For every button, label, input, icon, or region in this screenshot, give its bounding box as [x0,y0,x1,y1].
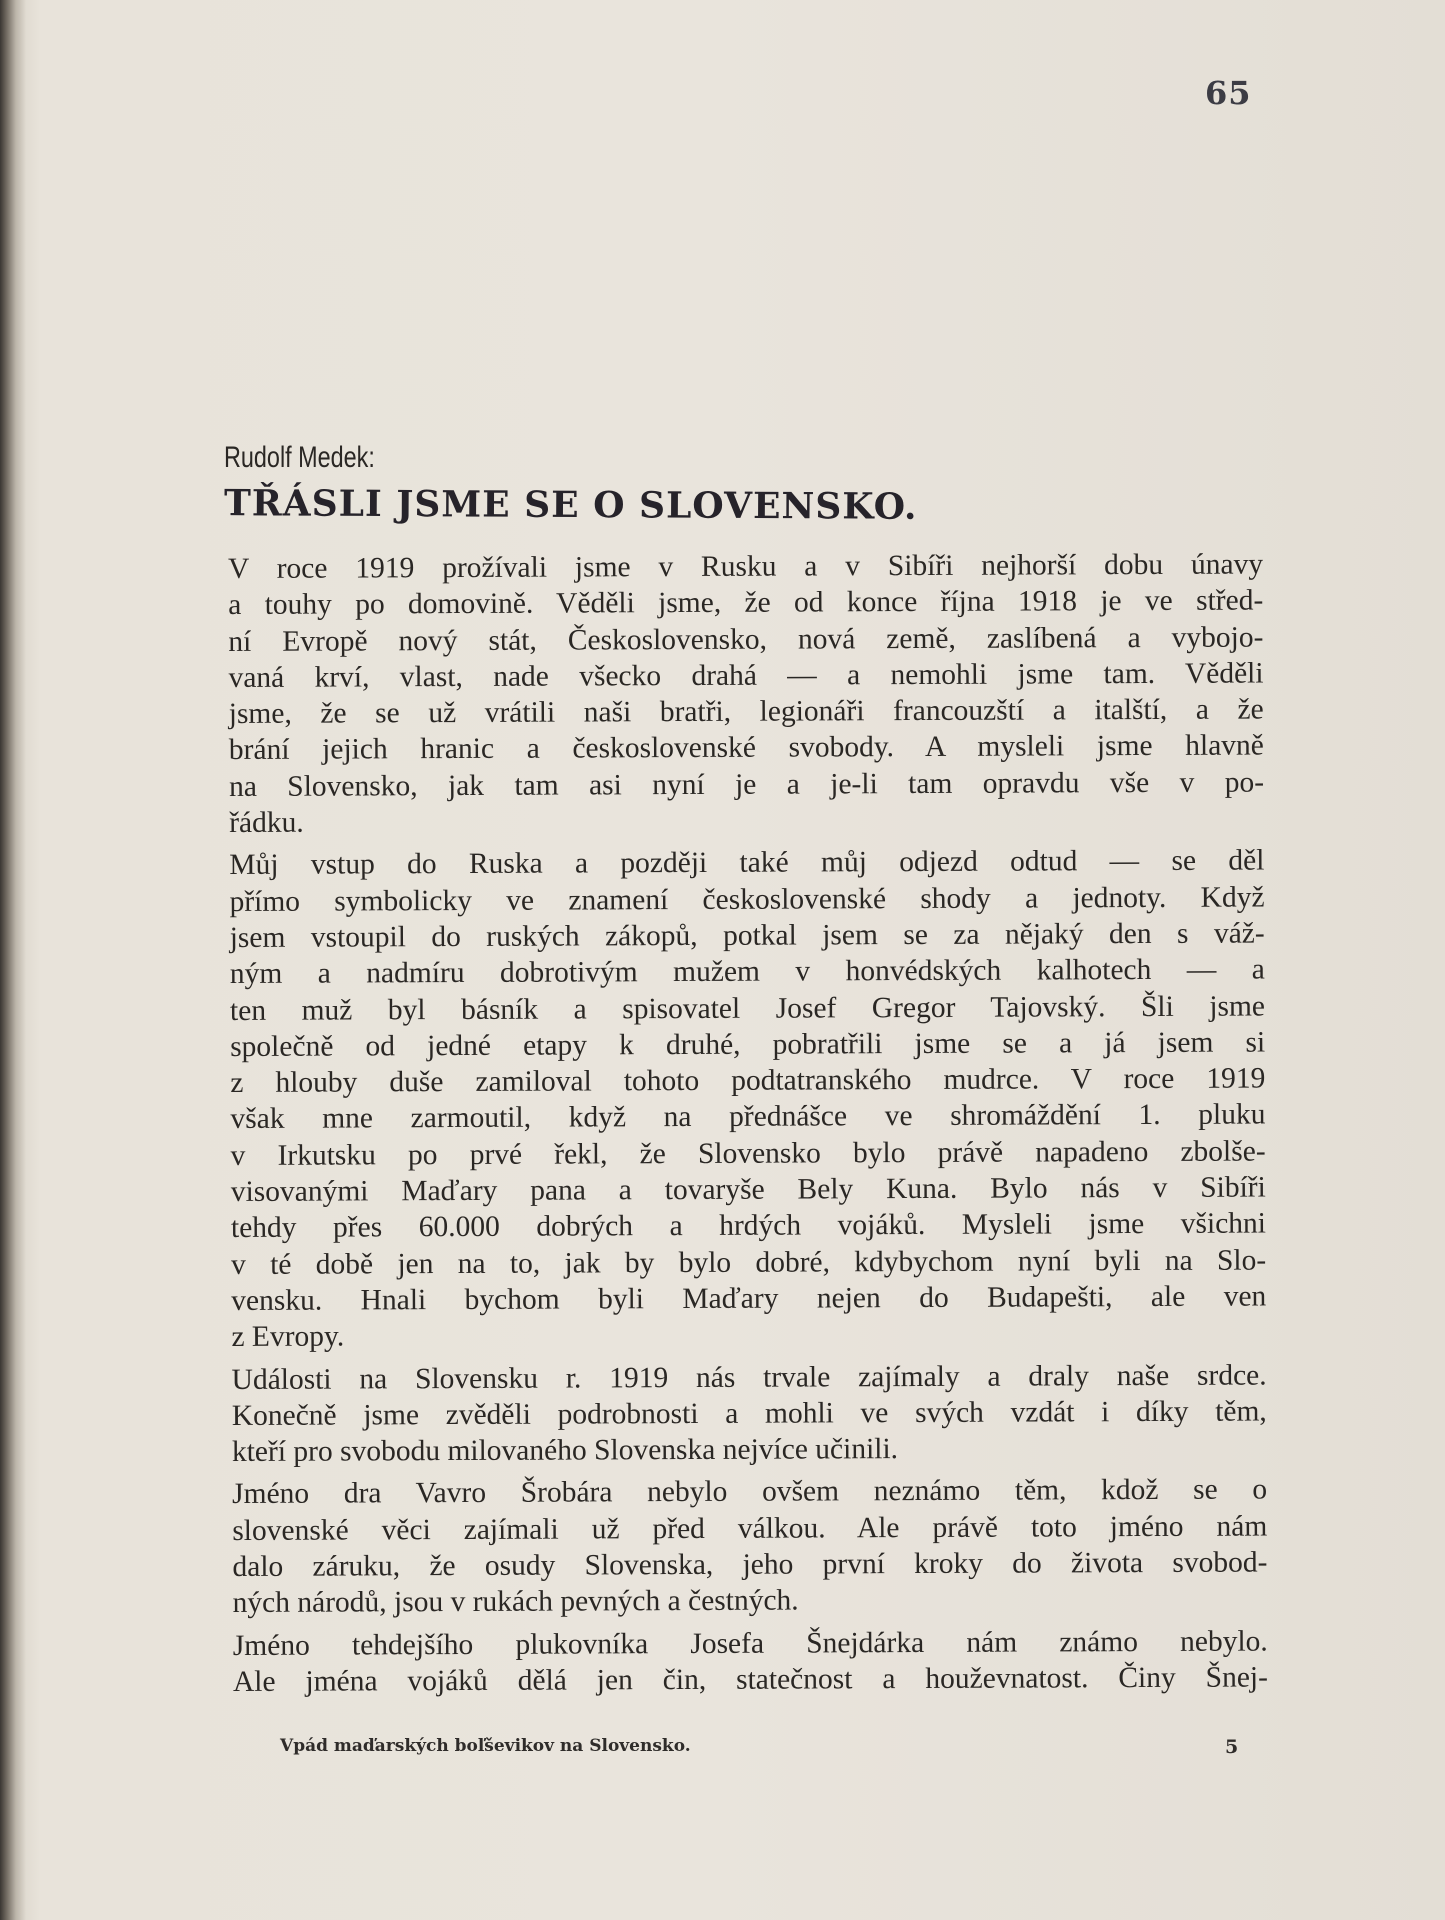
text-line: Jméno dra Vavro Šrobára nebylo ovšem neznámo těm, kdož se o [232,1473,1268,1511]
text-line: dalo záruku, že osudy Slovenska, jeho první kroky do života svobod- [232,1546,1268,1584]
text-line: řádku. [229,806,304,840]
text-line: kteří pro svobodu milovaného Slovenska nejvíce učinili. [231,1433,899,1469]
text-line: Konečně jsme zvěděli podrobnosti a mohli ve svých vzdát i díky těm, [231,1395,1267,1432]
footer-book-title: Vpád maďarských boľševikov na Slovensko. [280,1736,691,1756]
text-line: Události na Slovensku r. 1919 nás trvale zajímaly a draly naše srdce. [231,1359,1267,1396]
footer-signature-mark: 5 [1225,1736,1239,1758]
text-line: a touhy po domovině. Věděli jsme, že od konce října 1918 je ve střed- [228,584,1264,622]
paragraph [232,1472,1268,1622]
text-line: Jméno tehdejšího plukovníka Josefa Šnejdárka nám známo nebylo. [232,1625,1268,1662]
text-line: vensku. Hnali bychom byli Maďary nejen do Budapešti, ale ven [231,1280,1267,1317]
text-line: V roce 1919 prožívali jsme v Rusku a v Sibíři nejhorší dobu únavy [228,548,1264,585]
paragraph [232,1357,1267,1470]
page-number: 65 [1205,74,1252,112]
text-line: vaná krví, vlast, nade všecko drahá — a nemohli jsme tam. Věděli [228,657,1264,694]
book-binding-edge [0,0,26,1920]
text-line: Ale jména vojáků dělá jen čin, statečnost a houževnatost. Činy Šnej- [232,1661,1268,1698]
text-line: visovanými Maďary pana a tovaryše Bely Kuna. Bylo nás v Sibíři [230,1171,1266,1209]
paragraph [233,1623,1268,1700]
paragraph [228,546,1264,841]
text-line: slovenské věci zajímali už před válkou. Ale právě toto jméno nám [232,1510,1268,1547]
text-line: ných národů, jsou v rukách pevných a čestných. [232,1584,799,1620]
text-line: společně od jedné etapy k druhé, pobratřili jsme se a já jsem si [230,1026,1266,1063]
text-line: ten muž byl básník a spisovatel Josef Gregor Tajovský. Šli jsme [229,990,1266,1027]
text-line: tehdy přes 60.000 dobrých a hrdých vojáků. Mysleli jsme všichni [230,1207,1267,1245]
article-author: Rudolf Medek: [224,441,375,474]
text-line: přímo symbolicky ve znamení československé shody a jednoty. Když [229,881,1265,918]
text-line: v té době jen na to, jak by bylo dobré, kdybychom nyní byli na Slo- [231,1244,1267,1281]
text-line: na Slovensko, jak tam asi nyní je a je-li tam opravdu vše v po- [228,766,1265,803]
text-line: jsme, že se už vrátili naši bratři, legionáři francouzští a italští, a že [228,693,1264,731]
text-line: brání jejich hranic a československé svobody. A mysleli jsme hlavně [228,729,1264,767]
text-line: jsem vstoupil do ruských zákopů, potkal jsem se za nějaký den s váž- [229,917,1265,954]
text-line: však mne zarmoutil, když na přednášce ve shromáždění 1. pluku [230,1098,1266,1136]
text-line: z Evropy. [231,1320,345,1354]
text-line: ným a nadmíru dobrotivým mužem v honvédských kalhotech — a [229,953,1265,991]
text-line: ní Evropě nový stát, Československo, nová země, zaslíbená a vybojo- [228,621,1264,658]
text-line: z hlouby duše zamiloval tohoto podtatranského mudrce. V roce 1919 [230,1062,1266,1100]
text-line: Můj vstup do Ruska a později také můj odjezd odtud — se děl [229,844,1265,882]
article-body [228,546,1268,1706]
paragraph [229,843,1266,1356]
article-title: TŘÁSLI JSME SE O SLOVENSKO. [223,482,918,528]
text-line: v Irkutsku po prvé řekl, že Slovensko bylo právě napadeno zbolše- [230,1135,1266,1172]
